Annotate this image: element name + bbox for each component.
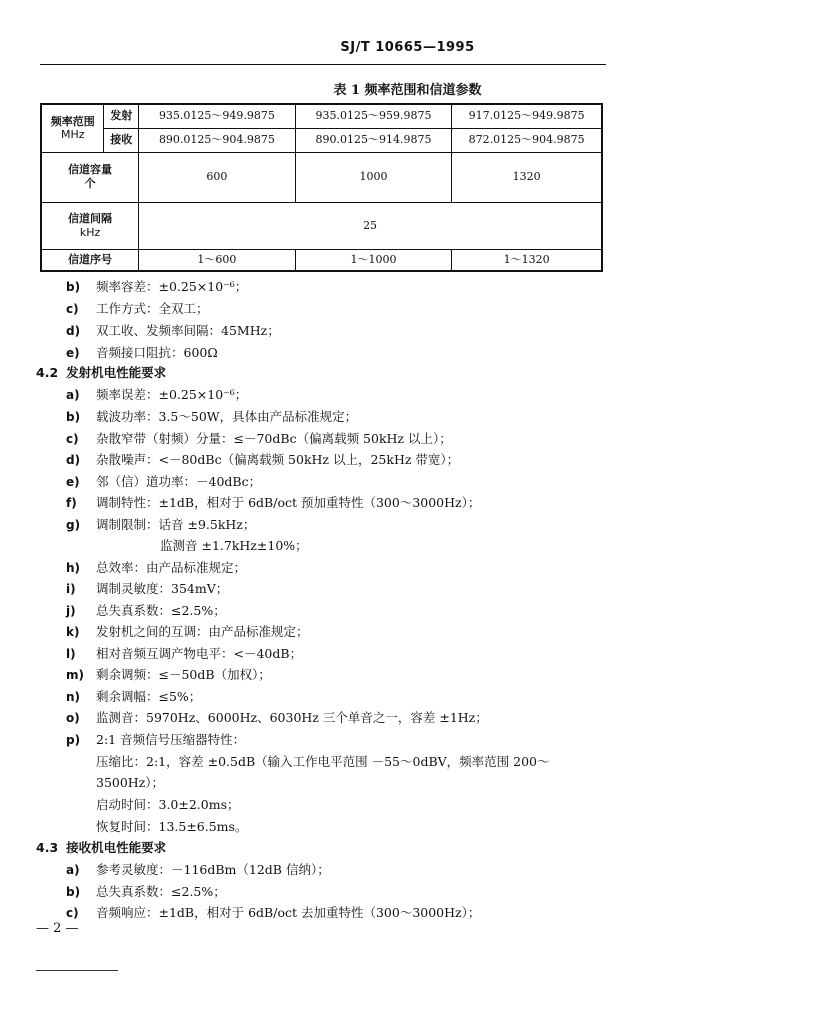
section-number: 4.3	[36, 840, 59, 855]
item-text: 音频响应：±1dB，相对于 6dB/oct 去加重特性（300～3000Hz）；	[96, 905, 481, 920]
item-text: 频率误差：±0.25×10⁻⁶；	[96, 387, 248, 402]
compressor-ratio-cont: 3500Hz）；	[96, 775, 165, 790]
table-caption: 表 1 频率范围和信道参数	[333, 83, 482, 98]
item-text: 频率容差：±0.25×10⁻⁶；	[96, 279, 248, 294]
item-text: 邻（信）道功率：－40dBc；	[96, 474, 262, 489]
capacity-unit: 个	[84, 177, 96, 190]
frequency-channel-table	[40, 103, 603, 272]
tx-label: 发射	[104, 104, 139, 128]
item-text: 总效率：由产品标准规定；	[96, 560, 247, 575]
table-row	[41, 128, 602, 152]
item-text: 载波功率：3.5～50W，具体由产品标准规定；	[96, 409, 358, 424]
tx-value-1: 935.0125～949.9875	[139, 104, 296, 128]
item-text: 2:1 音频信号压缩器特性：	[96, 732, 246, 747]
capacity-label: 信道容量	[68, 163, 113, 177]
compressor-ratio: 压缩比：2:1，容差 ±0.5dB（输入工作电平范围 －55～0dBV，频率范围 200～	[96, 754, 550, 769]
item-text: 总失真系数：≤2.5%；	[96, 603, 226, 618]
item-label: d)	[66, 453, 81, 467]
item-text: 调制灵敏度：354mV；	[96, 581, 229, 596]
item-label: m)	[66, 668, 84, 682]
item-label: k)	[66, 625, 80, 639]
item-text: 双工收、发频率间隔：45MHz；	[96, 323, 280, 338]
section-title: 发射机电性能要求	[66, 365, 167, 380]
item-label: d)	[66, 324, 81, 338]
capacity-value-1: 600	[139, 152, 296, 202]
item-text: 音频接口阻抗：600Ω	[96, 345, 218, 360]
item-text: 剩余调幅：≤5%；	[96, 689, 202, 704]
freq-header-cell	[41, 104, 104, 152]
item-label: o)	[66, 711, 80, 725]
spacing-label: 信道间隔	[68, 211, 113, 225]
rx-value-1: 890.0125～904.9875	[139, 128, 296, 152]
seq-label: 信道序号	[41, 249, 139, 271]
spacing-header-cell	[41, 202, 139, 249]
item-label: n)	[66, 690, 81, 704]
rx-value-3: 872.0125～904.9875	[452, 128, 602, 152]
capacity-value-2: 1000	[295, 152, 452, 202]
section-heading-4-3	[36, 837, 166, 859]
item-text: 剩余调频：≤－50dB（加权）；	[96, 667, 271, 682]
item-text: 杂散噪声：<－80dBc（偏离载频 50kHz 以上，25kHz 带宽）；	[96, 452, 460, 467]
item-label: p)	[66, 733, 81, 747]
table-row	[41, 104, 602, 128]
item-label: l)	[66, 647, 76, 661]
item-label: e)	[66, 346, 80, 360]
item-label: c)	[66, 302, 79, 316]
item-label: e)	[66, 475, 80, 489]
table-row	[41, 249, 602, 271]
compressor-attack: 启动时间：3.0±2.0ms；	[96, 797, 240, 812]
seq-value-1: 1～600	[139, 249, 296, 271]
table-row	[41, 202, 602, 249]
item-label: g)	[66, 518, 81, 532]
rx-label: 接收	[104, 128, 139, 152]
item-text: 调制特性：±1dB，相对于 6dB/oct 预加重特性（300～3000Hz）；	[96, 495, 481, 510]
spacing-value: 25	[139, 202, 602, 249]
capacity-value-3: 1320	[452, 152, 602, 202]
item-label: j)	[66, 604, 76, 618]
item-label: i)	[66, 582, 76, 596]
seq-value-3: 1～1320	[452, 249, 602, 271]
rx-value-2: 890.0125～914.9875	[295, 128, 452, 152]
section-heading-4-2	[36, 362, 166, 384]
item-label: b)	[66, 280, 81, 294]
header-rule	[40, 64, 606, 65]
item-label: c)	[66, 906, 79, 920]
section-title: 接收机电性能要求	[66, 840, 167, 855]
item-text: 监测音：5970Hz、6000Hz、6030Hz 三个单音之一，容差 ±1Hz；	[96, 710, 488, 725]
item-text: 相对音频互调产物电平：<－40dB；	[96, 646, 303, 661]
freq-unit: MHz	[60, 128, 85, 142]
spacing-unit: kHz	[79, 225, 101, 239]
item-text: 总失真系数：≤2.5%；	[96, 884, 226, 899]
item-label: a)	[66, 863, 80, 877]
item-label: f)	[66, 496, 77, 510]
page-number: — 2 —	[36, 921, 79, 936]
item-text: 参考灵敏度：－116dBm（12dB 信纳）；	[96, 862, 330, 877]
item-text: 杂散窄带（射频）分量：≤－70dBc（偏离载频 50kHz 以上）；	[96, 431, 452, 446]
document-header: SJ/T 10665—1995	[340, 40, 475, 55]
item-label: c)	[66, 432, 79, 446]
item-text: 发射机之间的互调：由产品标准规定；	[96, 624, 309, 639]
item-label: h)	[66, 561, 81, 575]
compressor-recovery: 恢复时间：13.5±6.5ms。	[96, 819, 248, 834]
table-row	[41, 152, 602, 202]
item-text: 工作方式：全双工；	[96, 301, 209, 316]
section-number: 4.2	[36, 365, 59, 380]
capacity-header-cell	[41, 152, 139, 202]
tx-value-3: 917.0125～949.9875	[452, 104, 602, 128]
item-text: 监测音 ±1.7kHz±10%；	[160, 538, 308, 553]
seq-value-2: 1～1000	[295, 249, 452, 271]
footer-rule	[36, 970, 118, 971]
item-label: a)	[66, 388, 80, 402]
item-text: 调制限制：话音 ±9.5kHz；	[96, 517, 256, 532]
item-label: b)	[66, 885, 81, 899]
tx-value-2: 935.0125～959.9875	[295, 104, 452, 128]
freq-label: 频率范围	[50, 114, 95, 128]
item-label: b)	[66, 410, 81, 424]
